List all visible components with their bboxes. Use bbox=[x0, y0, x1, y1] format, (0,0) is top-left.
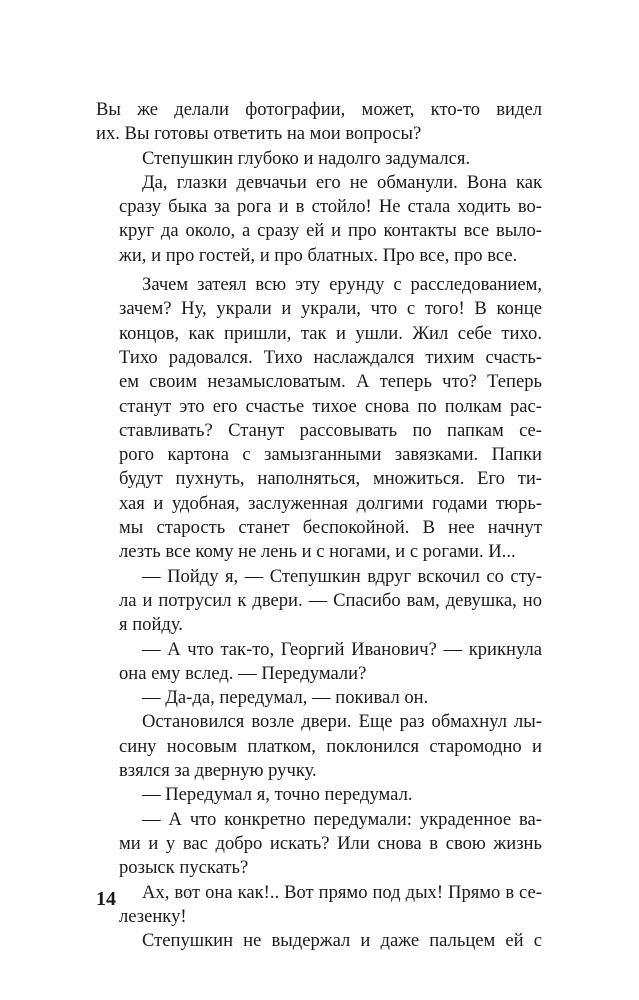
text-line: ла и потрусил к двери. — Спасибо вам, девушка, но bbox=[119, 589, 542, 611]
text-line: рого картона с замызганными завязками. Папки bbox=[119, 444, 542, 466]
text-line: она ему вслед. — Передумали? bbox=[119, 662, 367, 684]
paragraph bbox=[96, 273, 542, 565]
paragraph bbox=[96, 783, 542, 807]
text-line: жи, и про гостей, и про блатных. Про все, про все. bbox=[119, 244, 518, 266]
text-line: розыск пускать? bbox=[119, 857, 249, 879]
text-line: хая и удобная, заслуженная долгими годами тюрь- bbox=[119, 492, 542, 514]
text-line: круг да около, а сразу ей и про контакты все выло- bbox=[119, 220, 542, 242]
text-line: взялся за дверную ручку. bbox=[119, 760, 317, 782]
paragraph bbox=[96, 808, 542, 881]
paragraph bbox=[96, 929, 542, 953]
text-line: ми и у вас добро искать? Или снова в свою жизнь bbox=[119, 832, 542, 854]
text-line: Степушкин не выдержал и даже пальцем ей с bbox=[142, 930, 542, 952]
paragraph bbox=[96, 710, 542, 783]
text-line: мы старость станет беспокойной. В нее начнут bbox=[119, 517, 542, 539]
text-line: будут пухнуть, наполняться, множиться. Его ти- bbox=[119, 468, 542, 490]
text-line: ем своим незамысловатым. А теперь что? Теперь bbox=[119, 371, 542, 393]
text-line: Зачем затеял всю эту ерунду с расследованием, bbox=[142, 274, 542, 296]
paragraph bbox=[96, 565, 542, 638]
text-line: Вы же делали фотографии, может, кто-то видел bbox=[96, 99, 542, 120]
paragraph bbox=[96, 147, 542, 171]
text-line: Ах, вот она как!.. Вот прямо под дых! Прямо в се- bbox=[142, 881, 542, 903]
text-line: Тихо радовался. Тихо наслаждался тихим счасть- bbox=[119, 346, 542, 368]
text-line: — А что конкретно передумали: украденное ва- bbox=[142, 808, 542, 830]
book-page-text bbox=[96, 98, 542, 953]
text-line: Да, глазки девчачьи его не обманули. Вона как bbox=[142, 171, 542, 193]
text-line: станут это его счастье тихое снова по полкам рас- bbox=[119, 395, 542, 417]
text-line: лезть все кому не лень и с ногами, и с рогами. И... bbox=[119, 541, 516, 563]
text-line: Степушкин глубоко и надолго задумался. bbox=[142, 147, 471, 169]
paragraph bbox=[96, 98, 542, 147]
text-line: их. Вы готовы ответить на мои вопросы? bbox=[96, 123, 422, 145]
paragraph bbox=[96, 638, 542, 687]
text-line: ставливать? Станут рассовывать по папкам се- bbox=[119, 419, 542, 441]
page-number: 14 bbox=[96, 888, 116, 910]
text-line: Остановился возле двери. Еще раз обмахнул лы- bbox=[142, 711, 542, 733]
text-line: лезенку! bbox=[119, 905, 187, 927]
text-line: — Пойду я, — Степушкин вдруг вскочил со сту- bbox=[142, 565, 542, 587]
paragraph bbox=[96, 686, 542, 710]
text-line: — Да-да, передумал, — покивал он. bbox=[142, 687, 429, 709]
text-line: я пойду. bbox=[119, 614, 183, 636]
paragraph bbox=[96, 881, 542, 930]
text-line: — А что так-то, Георгий Иванович? — крикнула bbox=[142, 638, 542, 660]
paragraph bbox=[96, 171, 542, 268]
text-line: концов, как пришли, так и ушли. Жил себе тихо. bbox=[119, 322, 542, 344]
text-line: зачем? Ну, украли и украли, что с того! В конце bbox=[119, 298, 542, 320]
text-line: — Передумал я, точно передумал. bbox=[142, 784, 413, 806]
text-line: сину носовым платком, поклонился старомодно и bbox=[119, 735, 542, 757]
text-line: сразу быка за рога и в стойло! Не стала ходить во- bbox=[119, 196, 542, 218]
